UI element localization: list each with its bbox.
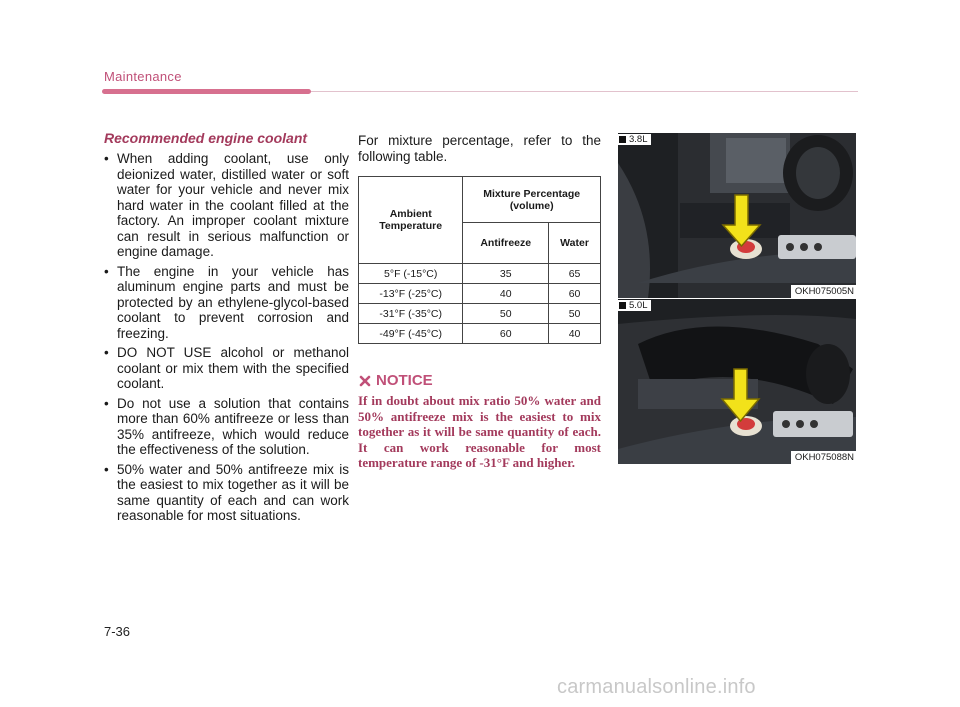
coolant-bullet-list	[104, 151, 349, 524]
coolant-heading: Recommended engine coolant	[104, 130, 308, 146]
table-header-ambient: Ambient Temperature	[359, 177, 463, 264]
bullet-dot: •	[104, 461, 109, 477]
square-bullet-icon	[619, 136, 626, 143]
table-row	[359, 284, 601, 304]
bullet-dot: •	[104, 345, 109, 360]
cell-antifreeze: 60	[463, 324, 549, 344]
photo-code: OKH075088N	[791, 451, 856, 464]
mixture-column	[358, 133, 601, 471]
engine-bay-illustration	[618, 299, 856, 464]
cell-temp: -31°F (-35°C)	[359, 304, 463, 324]
photo-label	[618, 134, 651, 145]
cell-water: 50	[549, 304, 601, 324]
page-number: 7-36	[104, 624, 131, 639]
bullet-text: 50% water and 50% antifreeze mix is the easiest to mix together as it will be same quantity of each and can work reasonable for most situations.	[117, 461, 349, 523]
notice-title-text: NOTICE	[376, 372, 433, 389]
notice-body: If in doubt about mix ratio 50% water and 50% antifreeze mix is the easiest to mix together as it will be same quantity of each. It can work reasonable for most temperature range of -31°F and higher.	[358, 393, 601, 470]
square-bullet-icon	[619, 302, 626, 309]
bullet-text: The engine in your vehicle has aluminum engine parts and must be protected by an ethylene-glycol-based coolant to prevent corrosion and freezing.	[117, 263, 349, 341]
notice-title	[358, 372, 601, 389]
engine-photo-3-8l	[618, 133, 856, 298]
watermark: carmanualsonline.info	[557, 676, 756, 698]
bullet-text: Do not use a solution that contains more than 60% antifreeze or less than 35% antifreeze, which would reduce the effectiveness of the solution.	[117, 395, 349, 457]
list-item	[104, 345, 349, 392]
bullet-dot: •	[104, 151, 109, 166]
list-item	[104, 264, 349, 342]
table-header-mixture: Mixture Percentage (volume)	[463, 177, 601, 223]
table-header-water: Water	[549, 223, 601, 264]
engine-photo-5-0l	[618, 299, 856, 464]
cell-antifreeze: 35	[463, 264, 549, 284]
cell-antifreeze: 40	[463, 284, 549, 304]
cell-temp: -49°F (-45°C)	[359, 324, 463, 344]
bullet-dot: •	[104, 263, 109, 279]
bullet-text: DO NOT USE alcohol or methanol coolant or mix them with the specified coolant.	[117, 345, 349, 391]
cell-antifreeze: 50	[463, 304, 549, 324]
table-header-antifreeze: Antifreeze	[463, 223, 549, 264]
table-row	[359, 304, 601, 324]
mixture-table	[358, 176, 601, 344]
header-accent-bar	[102, 89, 311, 94]
photo-label-text: 5.0L	[629, 300, 648, 311]
cell-water: 65	[549, 264, 601, 284]
photo-code: OKH075005N	[791, 285, 856, 298]
cell-temp: 5°F (-15°C)	[359, 264, 463, 284]
coolant-column	[104, 130, 349, 528]
mixture-intro: For mixture percentage, refer to the following table.	[358, 133, 601, 164]
cell-water: 40	[549, 324, 601, 344]
engine-bay-illustration	[618, 133, 856, 298]
header-rule	[311, 91, 858, 92]
bullet-text: When adding coolant, use only deionized water, distilled water or soft water for your vehicle and never mix hard water in the coolant filled at the factory. An improper coolant mixture can result in serious malfunction or engine damage.	[117, 151, 349, 259]
list-item	[104, 396, 349, 458]
list-item	[104, 151, 349, 260]
table-row	[359, 324, 601, 344]
cell-water: 60	[549, 284, 601, 304]
table-row	[359, 264, 601, 284]
cell-temp: -13°F (-25°C)	[359, 284, 463, 304]
bullet-dot: •	[104, 395, 109, 411]
notice-cross-icon	[358, 374, 372, 388]
list-item	[104, 462, 349, 524]
photo-label-text: 3.8L	[629, 134, 648, 145]
section-title: Maintenance	[104, 69, 182, 84]
photo-label	[618, 300, 651, 311]
